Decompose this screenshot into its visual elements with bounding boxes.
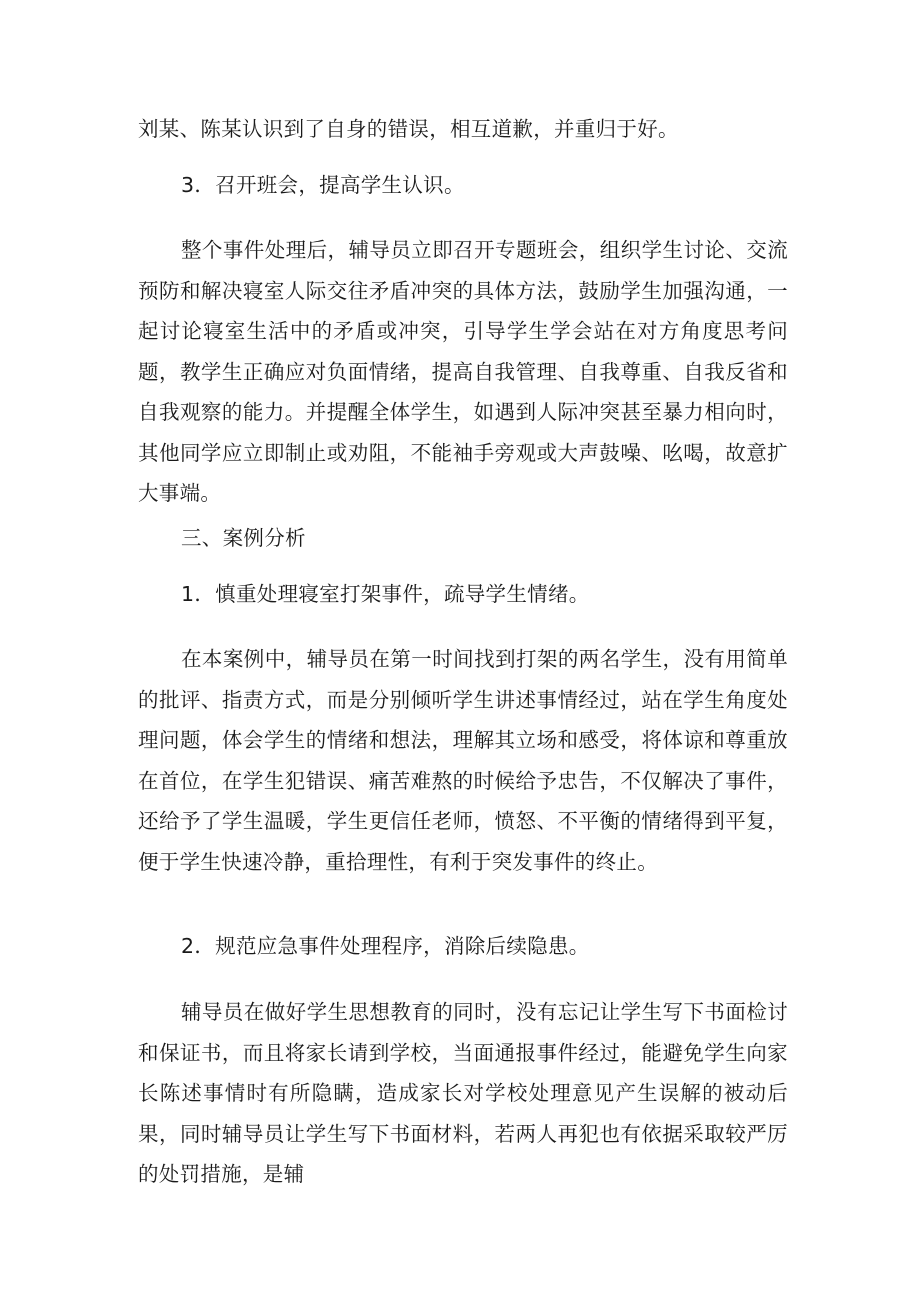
paragraph-procedure: 辅导员在做好学生思想教育的同时，没有忘记让学生写下书面检讨和保证书，而且将家长请到学校，当面通报事件经过，能避免学生向家长陈述事情时有所隐瞒，造成家长对学校处理意见产生误解的被动后果，同时辅导员让学生写下书面材料，若两人再犯也有依据采取较严厉的处罚措施，是辅 — [138, 1000, 788, 1186]
subheading-1: 1．慎重处理寝室打架事件，疏导学生情绪。 — [181, 582, 590, 606]
paragraph-class-meeting: 整个事件处理后，辅导员立即召开专题班会，组织学生讨论、交流预防和解决寝室人际交往矛盾冲突的具体方法，鼓励学生加强沟通，一起讨论寝室生活中的矛盾或冲突，引导学生学会站在对方角度思考问题，教学生正确应对负面情绪，提高自我管理、自我尊重、自我反省和自我观察的能力。并提醒全体学生，如遇到人际冲突甚至暴力相向时，其他同学应立即制止或劝阻，不能袖手旁观或大声鼓噪、吆喝，故意扩大事端。 — [138, 238, 788, 505]
paragraph-handling-fight: 在本案例中，辅导员在第一时间找到打架的两名学生，没有用简单的批评、指责方式，而是分别倾听学生讲述事情经过，站在学生角度处理问题，体会学生的情绪和想法，理解其立场和感受，将体谅和尊重放在首位，在学生犯错误、痛苦难熬的时候给予忠告，不仅解决了事件，还给予了学生温暖，学生更信任老师，愤怒、不平衡的情绪得到平复，便于学生快速冷静，重拾理性，有利于突发事件的终止。 — [138, 647, 788, 874]
subheading-3: 3．召开班会，提高学生认识。 — [181, 173, 465, 197]
section-heading-case-analysis: 三、案例分析 — [181, 526, 306, 550]
paragraph-continuation: 刘某、陈某认识到了自身的错误，相互道歉，并重归于好。 — [138, 117, 679, 141]
subheading-2: 2．规范应急事件处理程序，消除后续隐患。 — [181, 934, 590, 958]
